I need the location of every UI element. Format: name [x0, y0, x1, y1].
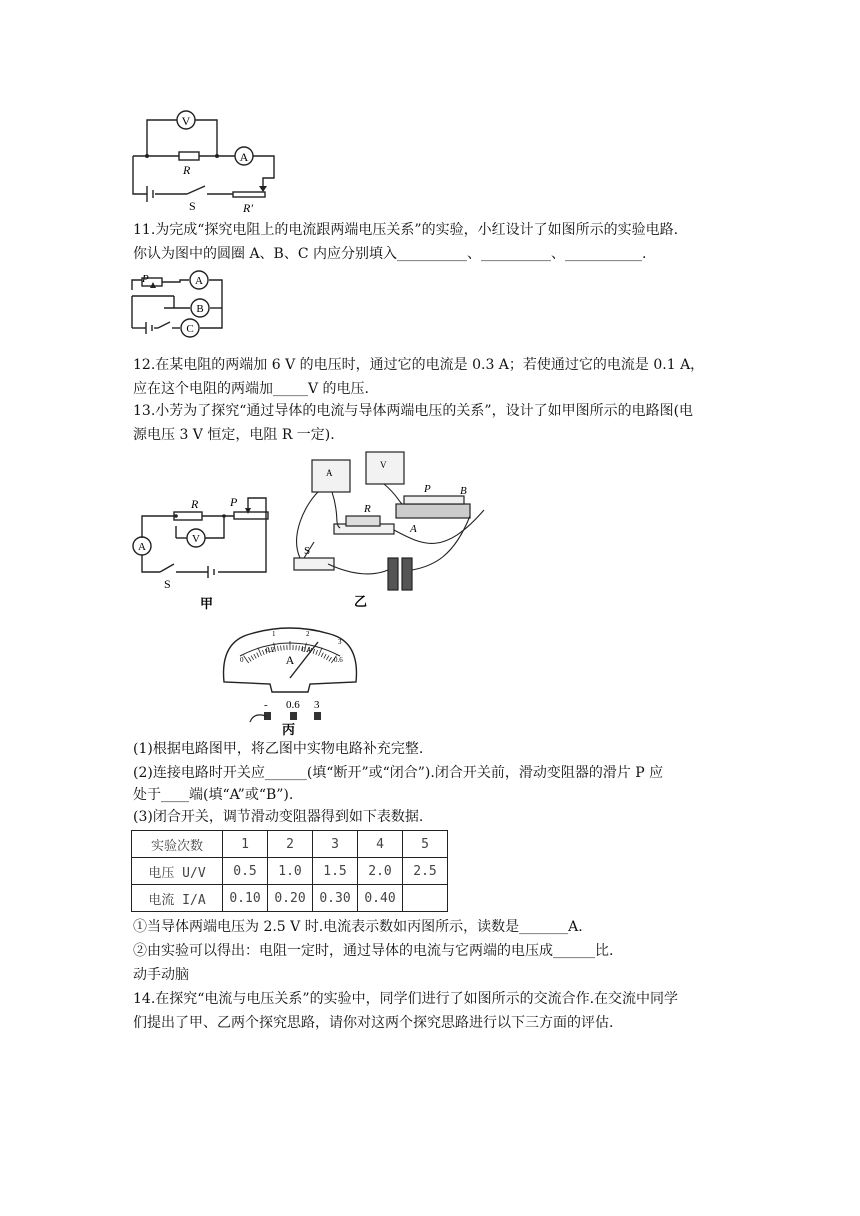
table-cell: 2.5 — [403, 858, 448, 885]
jia-r-label: R — [191, 497, 199, 511]
table-cell: 0.10 — [223, 885, 268, 912]
scale-label-0.2: 0.2 — [266, 646, 275, 654]
q12-line-2: 应在这个电阻的两端加_____V 的电压. — [133, 381, 370, 397]
q13-part-3: (3)闭合开关，调节滑动变阻器得到如下表数据. — [133, 809, 424, 825]
resistor-label: R — [183, 163, 191, 177]
scale-top-2: 2 — [306, 630, 310, 638]
scale-label-0.4: 0.4 — [302, 646, 311, 654]
table-cell: 1.5 — [313, 858, 358, 885]
table-cell — [403, 885, 448, 912]
scale-label-0.6: 0.6 — [334, 656, 343, 664]
q13-part-1: (1)根据电路图甲，将乙图中实物电路补充完整. — [133, 741, 424, 757]
terminal-3: 3 — [314, 699, 320, 711]
yi-s-label: S — [304, 545, 311, 557]
q13-answer-2: ②由实验可以得出：电阻一定时，通过导体的电流与它两端的电压成______比. — [133, 943, 614, 959]
yi-ammeter-label: A — [326, 468, 333, 478]
figure-bing-caption: 丙 — [282, 722, 296, 737]
yi-p-label: P — [424, 483, 431, 495]
circle-b-label: B — [196, 303, 204, 315]
table-header-cell: 1 — [223, 831, 268, 858]
table-cell: 0.30 — [313, 885, 358, 912]
data-table — [131, 830, 448, 912]
table-cell: 1.0 — [268, 858, 313, 885]
circuit-figure-1 — [125, 106, 285, 218]
q13-part-2a: (2)连接电路时开关应______(填“断开”或“闭合”).闭合开关前，滑动变阻器的滑片 P 应 — [133, 765, 664, 781]
q14-line-1: 14.在探究“电流与电压关系”的实验中，同学们进行了如图所示的交流合作.在交流中同学 — [133, 991, 679, 1007]
jia-p-label: P — [230, 495, 238, 509]
circle-a-label: A — [195, 275, 203, 287]
table-cell: 0.5 — [223, 858, 268, 885]
jia-ammeter-label: A — [138, 541, 146, 553]
table-cell: 2.0 — [358, 858, 403, 885]
circuit-diagram-jia — [130, 492, 280, 612]
q14-line-2: 们提出了甲、乙两个探究思路，请你对这两个探究思路进行以下三方面的评估. — [133, 1015, 614, 1031]
table-header-cell: 3 — [313, 831, 358, 858]
table-cell: 0.40 — [358, 885, 403, 912]
figure-yi-caption: 乙 — [354, 594, 368, 609]
table-header-cell: 4 — [358, 831, 403, 858]
dial-unit-label: A — [285, 653, 295, 667]
switch-label: S — [189, 199, 196, 213]
table-row — [132, 858, 448, 885]
q13-answer-1: ①当导体两端电压为 2.5 V 时.电流表示数如丙图所示，读数是_______A. — [133, 919, 583, 935]
table-cell: 电压 U/V — [132, 858, 223, 885]
table-cell: 0.20 — [268, 885, 313, 912]
rheostat-label: R′ — [243, 201, 253, 215]
yi-a-label: A — [410, 523, 417, 535]
figure-jia-caption: 甲 — [200, 596, 214, 611]
ammeter-label: A — [239, 150, 249, 164]
slider-p-label: P — [142, 273, 149, 285]
jia-switch-label: S — [164, 577, 171, 591]
table-header-cell: 实验次数 — [132, 831, 223, 858]
table-cell: 电流 I/A — [132, 885, 223, 912]
yi-voltmeter-label: V — [380, 460, 387, 470]
yi-b-label: B — [460, 485, 467, 497]
terminal-minus: - — [264, 699, 268, 711]
q13-part-2b: 处于____端(填“A”或“B”). — [133, 787, 294, 803]
table-header-cell: 2 — [268, 831, 313, 858]
scale-top-1: 1 — [272, 630, 276, 638]
q13-line-1: 13.小芳为了探究“通过导体的电流与导体两端电压的关系”，设计了如甲图所示的电路图(电 — [133, 403, 694, 419]
scale-top-3: 3 — [338, 638, 342, 646]
voltmeter-label: V — [181, 114, 191, 128]
section-heading: 动手动脑 — [133, 967, 189, 983]
q11-line-2: 你认为图中的圆圈 A、B、C 内应分别填入__________、__________、___________. — [133, 246, 647, 262]
q11-line-1: 11.为完成“探究电阻上的电流跟两端电压关系”的实验，小红设计了如图所示的实验电路. — [133, 222, 679, 238]
scale-label-0: 0 — [240, 656, 244, 664]
yi-r-label: R — [364, 503, 371, 515]
jia-voltmeter-label: V — [192, 533, 200, 545]
table-header-cell: 5 — [403, 831, 448, 858]
terminal-0.6: 0.6 — [286, 699, 300, 711]
table-row — [132, 831, 448, 858]
q12-line-1: 12.在某电阻的两端加 6 V 的电压时，通过它的电流是 0.3 A；若使通过它的电流是 0.1 A， — [133, 357, 705, 373]
circuit-figure-2 — [128, 270, 238, 342]
apparatus-figure-yi — [284, 446, 494, 609]
q13-line-2: 源电压 3 V 恒定，电阻 R 一定). — [133, 427, 335, 443]
circle-c-label: C — [186, 323, 194, 335]
table-row — [132, 885, 448, 912]
ammeter-dial-bing — [210, 612, 370, 737]
